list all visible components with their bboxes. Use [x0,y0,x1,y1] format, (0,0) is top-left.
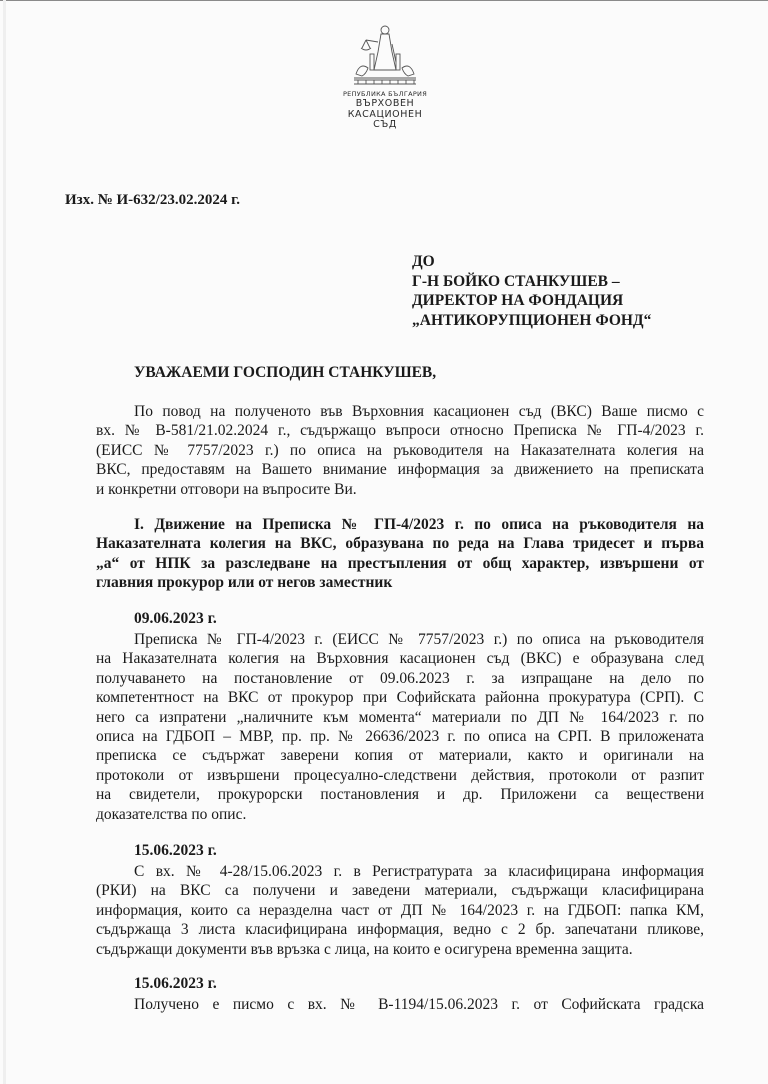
entry-paragraph [96,995,704,1014]
entry-date: 15.06.2023 г. [134,842,217,859]
intro-paragraph [96,402,704,499]
court-name-line: КАСАЦИОНЕН [347,108,423,120]
text-line: съдържаща 3 листа класифицирана информация, ведно с 2 бр. запечатани пликове, [96,921,704,939]
heading-line: I. Движение на Преписка № ГП-4/2023 г. по описа на ръководителя на [134,516,704,533]
addressee-line: ДО [412,253,435,270]
addressee-line: Г-Н БОЙКО СТАНКУШЕВ – [412,272,620,290]
text-line: протоколи от извършени процесуално-следствени действия, протоколи от разпит [96,766,704,784]
entry-date: 09.06.2023 г. [134,610,217,627]
text-line: компетентност на ВКС от прокурор при Софийската районна прокуратура (СРП). С [96,689,704,707]
republic-label: РЕПУБЛИКА БЪЛГАРИЯ [342,90,428,98]
heading-line: главния прокурор или от негов заместник [96,574,393,592]
court-logo-text [330,90,440,131]
themis-justice-emblem-icon [352,22,418,88]
text-line: описа на ГДБОП – МВР, пр. пр. № 26636/2023 г. по описа на СРП. В приложената [96,727,704,745]
outgoing-reference-number: Изх. № И-632/23.02.2024 г. [65,192,240,208]
addressee-block [412,252,651,330]
entry-date: 15.06.2023 г. [134,975,217,992]
salutation: УВАЖАЕМИ ГОСПОДИН СТАНКУШЕВ, [134,364,437,381]
addressee-line: „АНТИКОРУПЦИОНЕН ФОНД“ [412,311,652,329]
text-line: С вх. № 4-28/15.06.2023 г. в Регистратурата за класифицирана информация [134,863,704,880]
entry-paragraph [96,862,704,959]
text-line: информация, които са неразделна част от ДП № 164/2023 г. на ГДБОП: папка КМ, [96,901,704,919]
text-line: на Наказателната колегия на Върховния касационен съд (ВКС) е образувана след [96,650,704,668]
section-heading [96,515,704,593]
court-name-line: ВЪРХОВЕН [355,98,415,109]
text-line: (ЕИСС № 7757/2023 г.) по описа на ръководителя на Наказателната колегия на [96,441,704,459]
text-line: него са изпратени „наличните към момента“ материали по ДП № 164/2023 г. по [96,708,704,726]
text-line: и конкретни отговори на въпросите Ви. [96,480,357,498]
text-line: доказателства по опис. [96,805,247,823]
text-line: (РКИ) на ВКС са получени и заведени материали, съдържащи класифицирана [96,882,704,900]
text-line: на свидетели, прокурорски постановления и др. Приложени са веществени [96,786,704,804]
text-line: съдържащи документи във връзка с лица, на които е осигурена временна защита. [96,940,633,958]
page-top-edge [0,0,768,1]
text-line: получаването на постановление от 09.06.2023 г. за изпращане на дело по [96,669,704,687]
text-line: ВКС, предоставям на Вашето внимание информация за движението на преписката [96,461,704,479]
text-line: Преписка № ГП-4/2023 г. (ЕИСС № 7757/2023 г.) по описа на ръководителя [134,631,704,648]
text-line: По повод на полученото във Върховния касационен съд (ВКС) Ваше писмо с [134,403,704,420]
text-line: Получено е писмо с вх. № В-1194/15.06.2023 г. от Софийската градска [134,996,704,1013]
page-left-shadow [3,0,6,1084]
addressee-line: ДИРЕКТОР НА ФОНДАЦИЯ [412,292,624,309]
heading-line: „а“ от НПК за разследване на престъпления от общ характер, извършени от [96,554,704,572]
text-line: преписка се съдържат заверени копия от материали, както и оригинали на [96,747,704,765]
entry-paragraph [96,630,704,824]
heading-line: Наказателната колегия на ВКС, образувана по реда на Глава тридесет и първа [96,535,704,553]
text-line: вх. № В-581/21.02.2024 г., съдържащо въпроси относно Преписка № ГП-4/2023 г. [96,422,704,440]
court-name-line: СЪД [373,119,397,130]
